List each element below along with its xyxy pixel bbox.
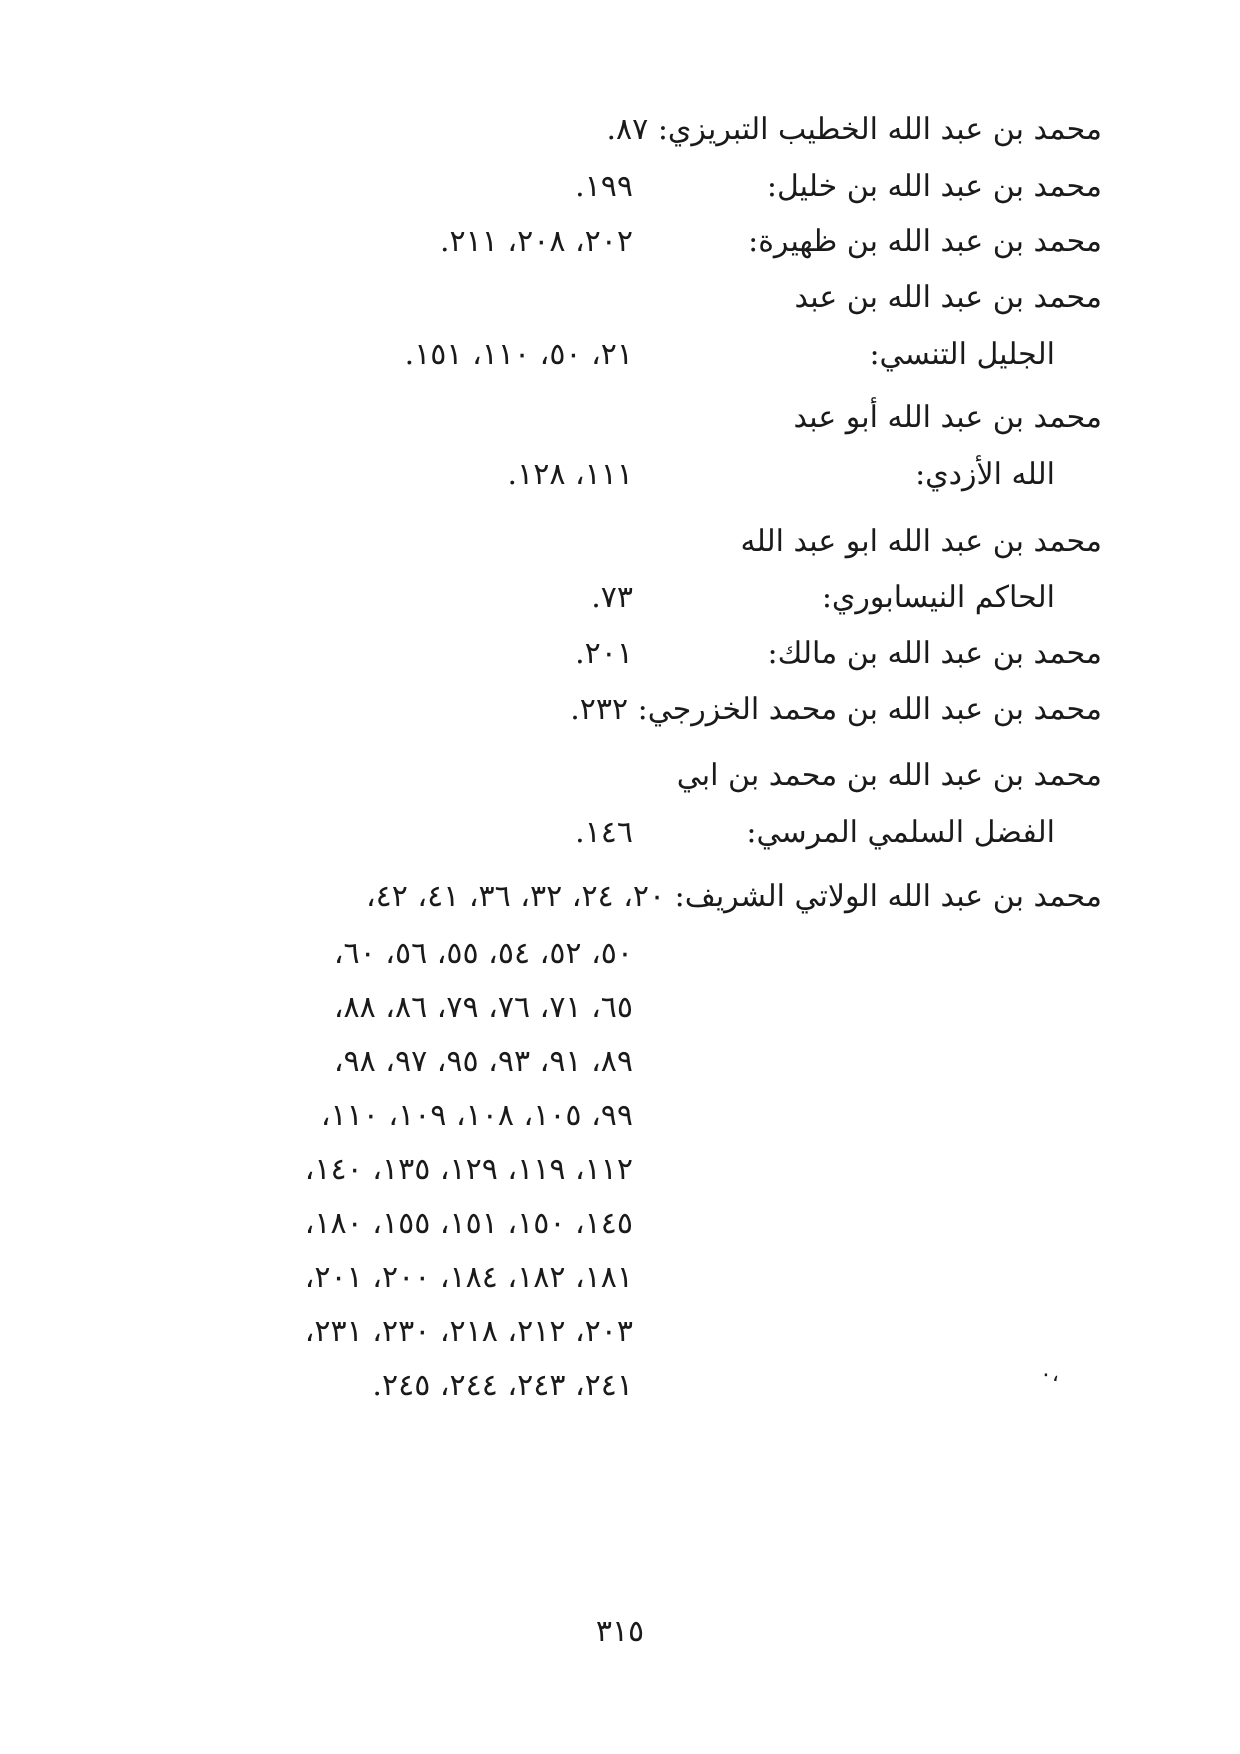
entry-refs-line: ٥٠، ٥٢، ٥٤، ٥٥، ٥٦، ٦٠، bbox=[333, 936, 633, 971]
index-entry bbox=[607, 110, 1103, 150]
entry-refs: ٢١، ٥٠، ١١٠، ١٥١. bbox=[404, 337, 633, 372]
entry-name-continuation: الجليل التنسي: bbox=[869, 337, 1055, 372]
entry-refs-line: ١٨١، ١٨٢، ١٨٤، ٢٠٠، ٢٠١، bbox=[304, 1260, 633, 1295]
entry-refs: ٢٠٢، ٢٠٨، ٢١١. bbox=[439, 224, 633, 259]
entry-refs: ٨٧. bbox=[606, 112, 649, 147]
entry-name: محمد بن عبد الله بن ظهيرة: bbox=[748, 224, 1102, 259]
entry-refs-line: ٨٩، ٩١، ٩٣، ٩٥، ٩٧، ٩٨، bbox=[333, 1044, 633, 1079]
entry-name: محمد بن عبد الله بن محمد بن ابي bbox=[676, 758, 1102, 793]
entry-refs: ١٤٦. bbox=[575, 815, 633, 850]
entry-name: محمد بن عبد الله الولاتي الشريف: bbox=[674, 879, 1102, 914]
stray-mark: ٠، bbox=[1040, 1362, 1059, 1387]
entry-refs: ٢٠، ٢٤، ٣٢، ٣٦، ٤١، ٤٢، bbox=[365, 879, 666, 914]
index-entry bbox=[570, 690, 1102, 730]
entry-name: محمد بن عبد الله بن خليل: bbox=[766, 169, 1102, 204]
entry-refs-line: ٢٤١، ٢٤٣، ٢٤٤، ٢٤٥. bbox=[372, 1368, 633, 1403]
entry-name: محمد بن عبد الله ابو عبد الله bbox=[740, 524, 1102, 559]
entry-name: محمد بن عبد الله بن عبد bbox=[794, 280, 1102, 315]
entry-refs: ٢٠١. bbox=[575, 636, 633, 671]
entry-refs: ٢٣٢. bbox=[570, 692, 629, 727]
entry-refs-line: ١٤٥، ١٥٠، ١٥١، ١٥٥، ١٨٠، bbox=[304, 1206, 633, 1241]
index-entry bbox=[366, 877, 1102, 917]
entry-name: محمد بن عبد الله بن مالك: bbox=[767, 636, 1102, 671]
entry-refs: ١٩٩. bbox=[575, 169, 633, 204]
entry-name-continuation: الحاكم النيسابوري: bbox=[821, 580, 1055, 615]
entry-refs-line: ٢٠٣، ٢١٢، ٢١٨، ٢٣٠، ٢٣١، bbox=[304, 1314, 633, 1349]
entry-name-continuation: الله الأزدي: bbox=[915, 457, 1055, 492]
entry-name-continuation: الفضل السلمي المرسي: bbox=[746, 815, 1055, 850]
entry-refs-line: ٦٥، ٧١، ٧٦، ٧٩، ٨٦، ٨٨، bbox=[333, 990, 633, 1025]
page-number: ٣١٥ bbox=[595, 1614, 645, 1649]
entry-refs: ٧٣. bbox=[591, 580, 633, 615]
entry-name: محمد بن عبد الله بن محمد الخزرجي: bbox=[637, 692, 1102, 727]
entry-name: محمد بن عبد الله أبو عبد bbox=[793, 400, 1102, 435]
entry-name: محمد بن عبد الله الخطيب التبريزي: bbox=[657, 112, 1102, 147]
entry-refs-line: ٩٩، ١٠٥، ١٠٨، ١٠٩، ١١٠، bbox=[320, 1098, 633, 1133]
entry-refs: ١١١، ١٢٨. bbox=[507, 457, 633, 492]
entry-refs-line: ١١٢، ١١٩، ١٢٩، ١٣٥، ١٤٠، bbox=[304, 1152, 633, 1187]
